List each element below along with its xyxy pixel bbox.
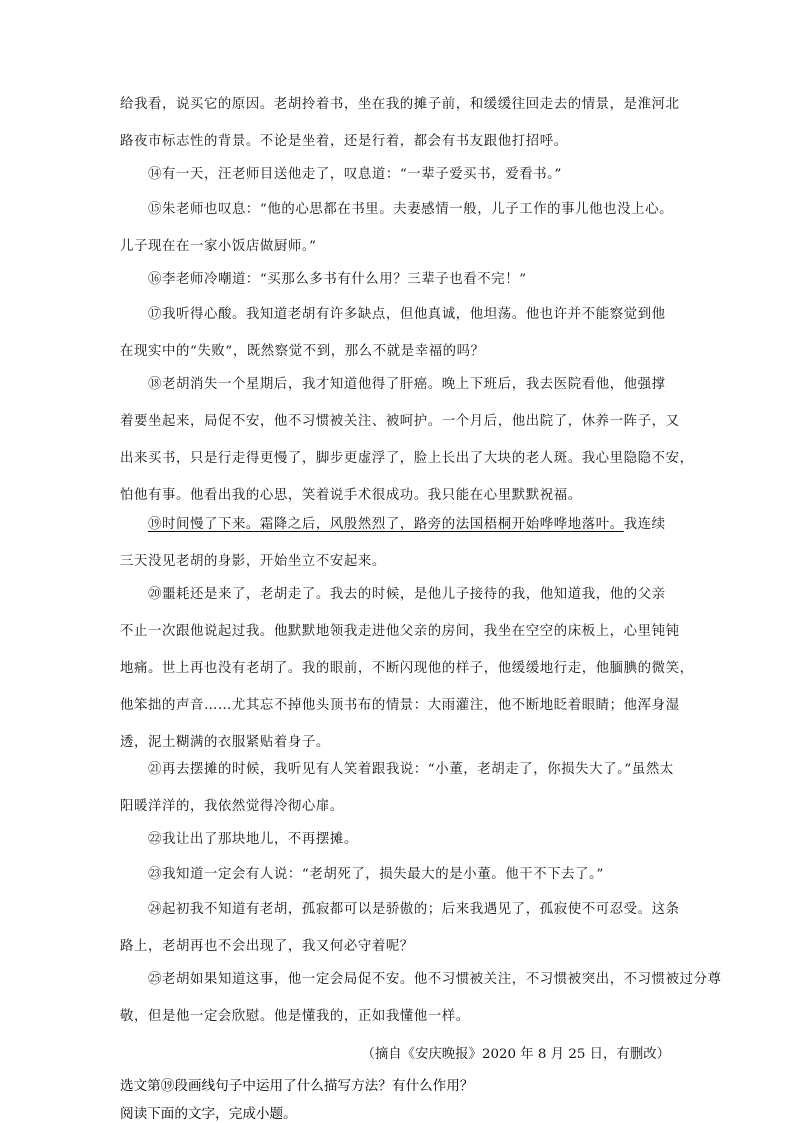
text-line: ㉓我知道一定会有人说：“老胡死了，损失最大的是小董。他干不下去了。” xyxy=(148,867,604,882)
text-line: ⑯李老师冷嘲道：“买那么多书有什么用？三辈子也看不完！” xyxy=(148,272,527,287)
paragraph-21 xyxy=(120,761,685,835)
text-line: ⑮朱老师也叹息：“他的心思都在书里。夫妻感情一般，儿子工作的事儿他也没上心。 xyxy=(148,202,674,217)
text-line: ㉒我让出了那块地儿，不再摆摊。 xyxy=(148,832,358,847)
paragraph-24 xyxy=(120,901,685,975)
text-line: 出来买书，只是行走得更慢了，脚步更虚浮了，脸上长出了大块的老人斑。我心里隐隐不安， xyxy=(120,451,694,466)
text-line: ⑭有一天，汪老师目送他走了，叹息道：“一辈子爱买书，爱看书。” xyxy=(148,167,562,182)
text-line: 不止一次跟他说起过我。他默默地领我走进他父亲的房间，我坐在空空的床板上，心里钝钝 xyxy=(120,624,680,639)
text-line: ⑳噩耗还是来了，老胡走了。我去的时候，是他儿子接待的我，他知道我，他的父亲 xyxy=(148,587,666,602)
text-line: ㉔起初我不知道有老胡，孤寂都可以是骄傲的；后来我遇见了，孤寂使不可忍受。这条 xyxy=(148,902,680,917)
text-line: ⑰我听得心酸。我知道老胡有许多缺点，但他真诚，他坦荡。他也许并不能察觉到他 xyxy=(148,307,666,322)
text-line: 透，泥土糊满的衣服紧贴着身子。 xyxy=(120,735,330,750)
instruction-text: 阅读下面的文字，完成小题。 xyxy=(120,1106,297,1122)
paragraph-18 xyxy=(120,376,694,524)
text-line: ㉕老胡如果知道这事，他一定会局促不安。他不习惯被关注，不习惯被突出，不习惯被过分尊 xyxy=(148,972,722,987)
paragraph-22 xyxy=(120,831,685,868)
paragraph-16 xyxy=(120,271,685,308)
paragraph-20 xyxy=(120,586,694,771)
text-line: ⑱老胡消失一个星期后，我才知道他得了肝癌。晚上下班后，我去医院看他，他强撑 xyxy=(148,377,666,392)
underlined-sentence: ⑲时间慢了下来。霜降之后，风殷然烈了，路旁的法国梧桐开始哗哗地落叶。 xyxy=(148,517,624,532)
paragraph-17 xyxy=(120,306,685,380)
text-line: 阳暖洋洋的，我依然觉得冷彻心扉。 xyxy=(120,799,344,814)
text-run: 我连续 xyxy=(623,517,666,532)
text-line: ㉑再去摆摊的时候，我听见有人笑着跟我说：“小董，老胡走了，你损失大了。”虽然太 xyxy=(148,762,674,777)
text-line: 怕他有事。他看出我的心思，笑着说手术很成功。我只能在心里默默祝福。 xyxy=(120,488,582,503)
question-text: 选文第⑲段画线句子中运用了什么描写方法？有什么作用？ xyxy=(120,1078,474,1094)
text-line: 路夜市标志性的背景。不论是坐着，还是行着，都会有书友跟他打招呼。 xyxy=(120,134,568,149)
text-line: 路上，老胡再也不会出现了，我又何必守着呢？ xyxy=(120,939,414,954)
text-line: 地痛。世上再也没有老胡了。我的眼前，不断闪现他的样子，他缓缓地行走，他腼腆的微笑， xyxy=(120,661,694,676)
paragraph-13-end xyxy=(120,96,685,170)
paragraph-25 xyxy=(120,971,722,1045)
paragraph-14 xyxy=(120,166,685,203)
text-line: 他笨拙的声音……尤其忘不掉他头顶书布的情景：大雨灌注，他不断地眨着眼睛；他浑身湿 xyxy=(120,698,680,713)
paragraph-15 xyxy=(120,201,685,275)
text-line: 敬，但是他一定会欣慰。他是懂我的，正如我懂他一样。 xyxy=(120,1009,470,1024)
source-citation: （摘自《安庆晚报》2020 年 8 月 25 日，有删改） xyxy=(361,1047,670,1062)
text-line: 在现实中的“失败”，既然察觉不到，那么不就是幸福的吗？ xyxy=(120,344,485,359)
text-line: 着要坐起来，局促不安，他不习惯被关注、被呵护。一个月后，他出院了，休养一阵子，又 xyxy=(120,414,680,429)
paragraph-23 xyxy=(120,866,685,903)
text-line: 三天没见老胡的身影，开始坐立不安起来。 xyxy=(120,554,386,569)
text-line: 儿子现在在一家小饭店做厨师。” xyxy=(120,239,317,254)
paragraph-19 xyxy=(120,516,685,590)
text-line xyxy=(120,516,685,553)
text-line: 给我看，说买它的原因。老胡拎着书，坐在我的摊子前，和缓缓往回走去的情景，是淮河北 xyxy=(120,97,680,112)
